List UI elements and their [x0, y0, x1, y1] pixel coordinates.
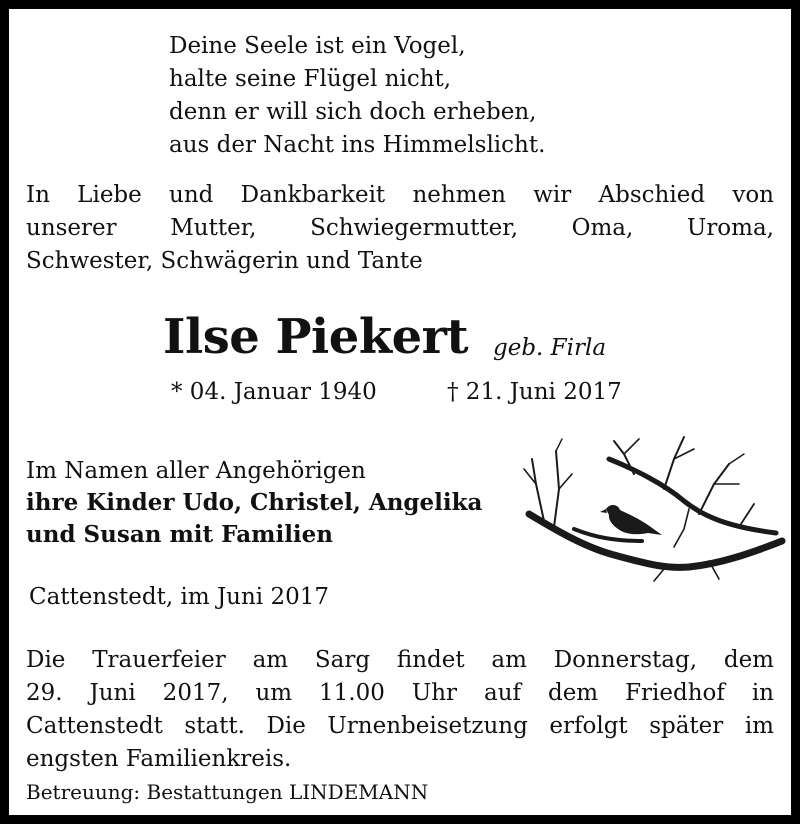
signatories-names: und Susan mit Familien — [26, 521, 334, 548]
signatories-names: ihre Kinder Udo, Christel, Angelika — [26, 489, 483, 516]
poem-line: aus der Nacht ins Himmelslicht. — [169, 132, 546, 158]
poem-line: halte seine Flügel nicht, — [169, 66, 452, 92]
undertaker-credit: Betreuung: Bestattungen LINDEMANN — [26, 780, 429, 804]
ceremony-text — [26, 644, 774, 776]
branch-with-bird-icon — [514, 429, 789, 589]
ceremony-line: Cattenstedt statt. Die Urnenbeisetzung erfolgt später im — [26, 713, 774, 739]
ceremony-line: engsten Familienkreis. — [26, 746, 292, 772]
place-date: Cattenstedt, im Juni 2017 — [29, 584, 329, 610]
ceremony-line: 29. Juni 2017, um 11.00 Uhr auf dem Friedhof in — [26, 680, 774, 706]
poem — [169, 30, 545, 162]
poem-line: Deine Seele ist ein Vogel, — [169, 33, 466, 59]
birth-name: geb. Firla — [493, 335, 607, 361]
signatories — [26, 455, 482, 551]
intro-line: unserer Mutter, Schwiegermutter, Oma, Uroma, — [26, 215, 774, 241]
signatories-intro: Im Namen aller Angehörigen — [26, 458, 366, 484]
intro-line: Schwester, Schwägerin und Tante — [26, 248, 423, 274]
poem-line: denn er will sich doch erheben, — [169, 99, 537, 125]
birth-date: * 04. Januar 1940 — [171, 379, 377, 405]
deceased-name: Ilse Piekert — [163, 309, 469, 365]
death-date: † 21. Juni 2017 — [447, 379, 622, 405]
intro-line: In Liebe und Dankbarkeit nehmen wir Abschied von — [26, 182, 774, 208]
ceremony-line: Die Trauerfeier am Sarg findet am Donnerstag, dem — [26, 647, 774, 673]
intro-text — [26, 179, 774, 278]
